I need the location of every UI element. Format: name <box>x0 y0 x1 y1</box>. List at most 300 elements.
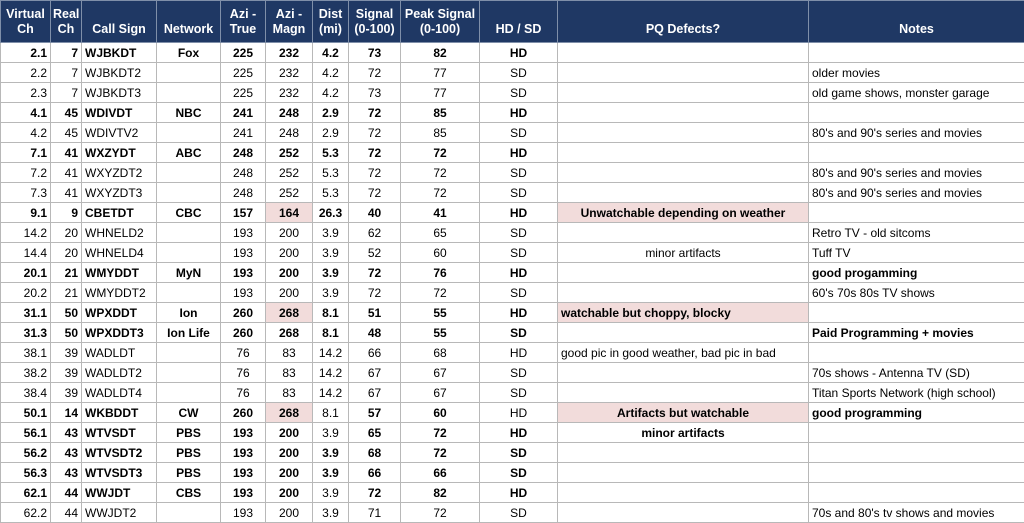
cell-notes <box>809 203 1024 223</box>
cell-peak-signal: 85 <box>401 103 480 123</box>
cell-hd-sd: SD <box>480 223 558 243</box>
cell-notes <box>809 423 1024 443</box>
cell-virtual-ch: 9.1 <box>1 203 51 223</box>
cell-real-ch: 41 <box>51 143 82 163</box>
cell-dist: 8.1 <box>313 403 349 423</box>
cell-virtual-ch: 38.4 <box>1 383 51 403</box>
table-row <box>1 303 1024 323</box>
table-row <box>1 423 1024 443</box>
cell-virtual-ch: 4.2 <box>1 123 51 143</box>
cell-pq-defects: Artifacts but watchable <box>558 403 809 423</box>
cell-azi-true: 76 <box>221 383 266 403</box>
cell-hd-sd: SD <box>480 363 558 383</box>
cell-notes <box>809 143 1024 163</box>
cell-dist: 14.2 <box>313 343 349 363</box>
cell-signal: 62 <box>349 223 401 243</box>
cell-dist: 3.9 <box>313 283 349 303</box>
cell-virtual-ch: 7.3 <box>1 183 51 203</box>
col-header-azi-magn: Azi - Magn <box>266 1 313 43</box>
cell-hd-sd: HD <box>480 403 558 423</box>
cell-virtual-ch: 31.3 <box>1 323 51 343</box>
table-row <box>1 503 1024 523</box>
cell-signal: 66 <box>349 343 401 363</box>
cell-notes <box>809 303 1024 323</box>
cell-call-sign: WDIVTV2 <box>82 123 157 143</box>
cell-azi-magn: 83 <box>266 363 313 383</box>
cell-peak-signal: 72 <box>401 163 480 183</box>
cell-azi-magn: 200 <box>266 423 313 443</box>
table-row <box>1 43 1024 63</box>
cell-network: NBC <box>157 103 221 123</box>
cell-hd-sd: SD <box>480 443 558 463</box>
cell-peak-signal: 67 <box>401 383 480 403</box>
col-header-dist: Dist (mi) <box>313 1 349 43</box>
cell-signal: 65 <box>349 423 401 443</box>
cell-signal: 72 <box>349 103 401 123</box>
cell-call-sign: WXYZDT3 <box>82 183 157 203</box>
cell-pq-defects <box>558 123 809 143</box>
cell-pq-defects <box>558 63 809 83</box>
cell-real-ch: 44 <box>51 483 82 503</box>
cell-virtual-ch: 20.2 <box>1 283 51 303</box>
cell-azi-true: 241 <box>221 103 266 123</box>
cell-network <box>157 383 221 403</box>
cell-hd-sd: SD <box>480 283 558 303</box>
cell-dist: 8.1 <box>313 323 349 343</box>
cell-peak-signal: 72 <box>401 143 480 163</box>
cell-virtual-ch: 56.2 <box>1 443 51 463</box>
table-row <box>1 243 1024 263</box>
cell-signal: 72 <box>349 483 401 503</box>
cell-network <box>157 223 221 243</box>
cell-azi-true: 193 <box>221 503 266 523</box>
cell-azi-magn: 200 <box>266 263 313 283</box>
cell-peak-signal: 65 <box>401 223 480 243</box>
cell-virtual-ch: 56.3 <box>1 463 51 483</box>
cell-azi-true: 248 <box>221 143 266 163</box>
cell-virtual-ch: 50.1 <box>1 403 51 423</box>
cell-azi-magn: 248 <box>266 123 313 143</box>
cell-network: ABC <box>157 143 221 163</box>
cell-pq-defects: minor artifacts <box>558 243 809 263</box>
cell-signal: 72 <box>349 63 401 83</box>
cell-azi-true: 193 <box>221 283 266 303</box>
cell-pq-defects <box>558 503 809 523</box>
cell-pq-defects <box>558 283 809 303</box>
cell-virtual-ch: 2.3 <box>1 83 51 103</box>
cell-signal: 40 <box>349 203 401 223</box>
header-row <box>1 1 1024 43</box>
cell-pq-defects: minor artifacts <box>558 423 809 443</box>
cell-network <box>157 63 221 83</box>
cell-peak-signal: 67 <box>401 363 480 383</box>
cell-pq-defects <box>558 443 809 463</box>
cell-peak-signal: 60 <box>401 403 480 423</box>
cell-azi-magn: 232 <box>266 63 313 83</box>
cell-azi-true: 260 <box>221 403 266 423</box>
cell-signal: 57 <box>349 403 401 423</box>
col-header-peak-signal: Peak Signal (0-100) <box>401 1 480 43</box>
cell-notes: 70s and 80's tv shows and movies <box>809 503 1024 523</box>
cell-network: PBS <box>157 463 221 483</box>
cell-pq-defects: watchable but choppy, blocky <box>558 303 809 323</box>
table-row <box>1 143 1024 163</box>
cell-real-ch: 7 <box>51 83 82 103</box>
cell-dist: 5.3 <box>313 163 349 183</box>
cell-notes: good progamming <box>809 263 1024 283</box>
cell-peak-signal: 41 <box>401 203 480 223</box>
cell-azi-magn: 200 <box>266 243 313 263</box>
cell-pq-defects <box>558 143 809 163</box>
table-row <box>1 383 1024 403</box>
cell-dist: 3.9 <box>313 223 349 243</box>
cell-call-sign: CBETDT <box>82 203 157 223</box>
cell-virtual-ch: 62.1 <box>1 483 51 503</box>
cell-hd-sd: SD <box>480 383 558 403</box>
cell-signal: 73 <box>349 43 401 63</box>
cell-azi-true: 193 <box>221 223 266 243</box>
cell-peak-signal: 55 <box>401 323 480 343</box>
table-row <box>1 63 1024 83</box>
col-header-signal: Signal (0-100) <box>349 1 401 43</box>
cell-call-sign: WTVSDT2 <box>82 443 157 463</box>
cell-peak-signal: 82 <box>401 483 480 503</box>
cell-azi-true: 76 <box>221 363 266 383</box>
cell-real-ch: 43 <box>51 423 82 443</box>
cell-call-sign: WXZYDT <box>82 143 157 163</box>
cell-peak-signal: 72 <box>401 183 480 203</box>
cell-real-ch: 20 <box>51 243 82 263</box>
cell-azi-true: 193 <box>221 463 266 483</box>
cell-virtual-ch: 4.1 <box>1 103 51 123</box>
cell-virtual-ch: 20.1 <box>1 263 51 283</box>
cell-signal: 72 <box>349 183 401 203</box>
cell-network: CBC <box>157 203 221 223</box>
cell-dist: 4.2 <box>313 63 349 83</box>
cell-hd-sd: HD <box>480 143 558 163</box>
cell-notes: Retro TV - old sitcoms <box>809 223 1024 243</box>
cell-signal: 72 <box>349 143 401 163</box>
cell-azi-magn: 200 <box>266 283 313 303</box>
cell-azi-true: 260 <box>221 303 266 323</box>
cell-real-ch: 45 <box>51 123 82 143</box>
table-row <box>1 483 1024 503</box>
cell-pq-defects: good pic in good weather, bad pic in bad <box>558 343 809 363</box>
cell-signal: 72 <box>349 163 401 183</box>
table-row <box>1 223 1024 243</box>
cell-azi-magn: 248 <box>266 103 313 123</box>
cell-real-ch: 21 <box>51 283 82 303</box>
cell-azi-magn: 268 <box>266 323 313 343</box>
cell-network: CBS <box>157 483 221 503</box>
cell-azi-magn: 200 <box>266 443 313 463</box>
cell-hd-sd: SD <box>480 243 558 263</box>
cell-network: Ion Life <box>157 323 221 343</box>
col-header-real-ch: Real Ch <box>51 1 82 43</box>
col-header-azi-true: Azi - True <box>221 1 266 43</box>
cell-network <box>157 123 221 143</box>
cell-notes <box>809 43 1024 63</box>
cell-dist: 3.9 <box>313 423 349 443</box>
col-header-network: Network <box>157 1 221 43</box>
cell-azi-true: 76 <box>221 343 266 363</box>
table-row <box>1 443 1024 463</box>
cell-peak-signal: 60 <box>401 243 480 263</box>
table-row <box>1 283 1024 303</box>
col-header-call-sign: Call Sign <box>82 1 157 43</box>
cell-signal: 66 <box>349 463 401 483</box>
cell-real-ch: 44 <box>51 503 82 523</box>
cell-call-sign: WWJDT <box>82 483 157 503</box>
cell-signal: 52 <box>349 243 401 263</box>
cell-dist: 4.2 <box>313 43 349 63</box>
cell-pq-defects <box>558 483 809 503</box>
cell-virtual-ch: 31.1 <box>1 303 51 323</box>
cell-signal: 72 <box>349 283 401 303</box>
cell-notes: 60's 70s 80s TV shows <box>809 283 1024 303</box>
cell-notes: 80's and 90's series and movies <box>809 163 1024 183</box>
cell-call-sign: WADLDT4 <box>82 383 157 403</box>
cell-hd-sd: SD <box>480 163 558 183</box>
cell-azi-true: 225 <box>221 83 266 103</box>
cell-network: Fox <box>157 43 221 63</box>
cell-pq-defects <box>558 463 809 483</box>
cell-call-sign: WXYZDT2 <box>82 163 157 183</box>
cell-real-ch: 39 <box>51 363 82 383</box>
cell-virtual-ch: 38.1 <box>1 343 51 363</box>
cell-network <box>157 343 221 363</box>
cell-hd-sd: HD <box>480 203 558 223</box>
cell-peak-signal: 82 <box>401 43 480 63</box>
cell-signal: 73 <box>349 83 401 103</box>
cell-azi-true: 260 <box>221 323 266 343</box>
cell-dist: 3.9 <box>313 483 349 503</box>
table-row <box>1 363 1024 383</box>
cell-notes: 70s shows - Antenna TV (SD) <box>809 363 1024 383</box>
cell-peak-signal: 72 <box>401 423 480 443</box>
cell-peak-signal: 72 <box>401 503 480 523</box>
cell-azi-true: 225 <box>221 43 266 63</box>
cell-peak-signal: 68 <box>401 343 480 363</box>
cell-dist: 2.9 <box>313 103 349 123</box>
cell-dist: 3.9 <box>313 503 349 523</box>
cell-hd-sd: SD <box>480 183 558 203</box>
cell-call-sign: WPXDDT <box>82 303 157 323</box>
table-body <box>1 43 1024 523</box>
cell-notes <box>809 103 1024 123</box>
cell-signal: 67 <box>349 383 401 403</box>
cell-virtual-ch: 14.2 <box>1 223 51 243</box>
cell-hd-sd: SD <box>480 83 558 103</box>
table-row <box>1 163 1024 183</box>
cell-signal: 72 <box>349 263 401 283</box>
cell-call-sign: WTVSDT <box>82 423 157 443</box>
cell-hd-sd: HD <box>480 103 558 123</box>
cell-hd-sd: HD <box>480 423 558 443</box>
table-row <box>1 203 1024 223</box>
cell-peak-signal: 72 <box>401 283 480 303</box>
cell-network: Ion <box>157 303 221 323</box>
cell-dist: 3.9 <box>313 463 349 483</box>
cell-real-ch: 43 <box>51 463 82 483</box>
cell-azi-magn: 268 <box>266 303 313 323</box>
cell-azi-true: 248 <box>221 163 266 183</box>
cell-call-sign: WKBDDT <box>82 403 157 423</box>
cell-network <box>157 243 221 263</box>
cell-peak-signal: 66 <box>401 463 480 483</box>
cell-call-sign: WTVSDT3 <box>82 463 157 483</box>
cell-azi-true: 157 <box>221 203 266 223</box>
table-row <box>1 83 1024 103</box>
cell-call-sign: WJBKDT3 <box>82 83 157 103</box>
cell-dist: 3.9 <box>313 443 349 463</box>
cell-azi-true: 241 <box>221 123 266 143</box>
cell-pq-defects <box>558 223 809 243</box>
table-row <box>1 323 1024 343</box>
cell-pq-defects <box>558 183 809 203</box>
cell-hd-sd: SD <box>480 463 558 483</box>
cell-hd-sd: SD <box>480 63 558 83</box>
cell-network: MyN <box>157 263 221 283</box>
cell-signal: 72 <box>349 123 401 143</box>
cell-azi-true: 193 <box>221 423 266 443</box>
col-header-pq-defects: PQ Defects? <box>558 1 809 43</box>
cell-signal: 71 <box>349 503 401 523</box>
cell-real-ch: 9 <box>51 203 82 223</box>
cell-dist: 4.2 <box>313 83 349 103</box>
cell-azi-true: 248 <box>221 183 266 203</box>
cell-call-sign: WDIVDT <box>82 103 157 123</box>
cell-pq-defects <box>558 363 809 383</box>
table-row <box>1 263 1024 283</box>
cell-azi-magn: 252 <box>266 143 313 163</box>
cell-pq-defects <box>558 83 809 103</box>
cell-dist: 5.3 <box>313 183 349 203</box>
cell-azi-true: 193 <box>221 263 266 283</box>
cell-notes: 80's and 90's series and movies <box>809 123 1024 143</box>
cell-call-sign: WADLDT <box>82 343 157 363</box>
cell-notes: Paid Programming + movies <box>809 323 1024 343</box>
cell-hd-sd: HD <box>480 43 558 63</box>
cell-azi-true: 193 <box>221 243 266 263</box>
cell-virtual-ch: 2.1 <box>1 43 51 63</box>
cell-call-sign: WWJDT2 <box>82 503 157 523</box>
cell-azi-magn: 268 <box>266 403 313 423</box>
cell-real-ch: 21 <box>51 263 82 283</box>
cell-real-ch: 39 <box>51 383 82 403</box>
cell-notes <box>809 443 1024 463</box>
cell-hd-sd: SD <box>480 323 558 343</box>
cell-dist: 14.2 <box>313 383 349 403</box>
cell-hd-sd: HD <box>480 483 558 503</box>
cell-notes <box>809 483 1024 503</box>
cell-call-sign: WHNELD2 <box>82 223 157 243</box>
cell-azi-magn: 252 <box>266 183 313 203</box>
cell-notes <box>809 463 1024 483</box>
col-header-notes: Notes <box>809 1 1024 43</box>
cell-hd-sd: SD <box>480 503 558 523</box>
cell-real-ch: 14 <box>51 403 82 423</box>
table-row <box>1 183 1024 203</box>
cell-network <box>157 83 221 103</box>
table-row <box>1 123 1024 143</box>
cell-pq-defects <box>558 103 809 123</box>
cell-peak-signal: 76 <box>401 263 480 283</box>
table-row <box>1 463 1024 483</box>
cell-azi-magn: 200 <box>266 503 313 523</box>
cell-hd-sd: SD <box>480 123 558 143</box>
cell-real-ch: 43 <box>51 443 82 463</box>
cell-real-ch: 50 <box>51 323 82 343</box>
cell-real-ch: 7 <box>51 43 82 63</box>
cell-dist: 3.9 <box>313 243 349 263</box>
cell-peak-signal: 72 <box>401 443 480 463</box>
cell-dist: 2.9 <box>313 123 349 143</box>
cell-call-sign: WPXDDT3 <box>82 323 157 343</box>
cell-azi-magn: 83 <box>266 343 313 363</box>
cell-azi-true: 225 <box>221 63 266 83</box>
cell-call-sign: WJBKDT <box>82 43 157 63</box>
cell-dist: 3.9 <box>313 263 349 283</box>
cell-notes <box>809 343 1024 363</box>
cell-virtual-ch: 56.1 <box>1 423 51 443</box>
cell-azi-magn: 200 <box>266 223 313 243</box>
cell-network <box>157 283 221 303</box>
col-header-virtual-ch: Virtual Ch <box>1 1 51 43</box>
cell-notes: good programming <box>809 403 1024 423</box>
cell-network <box>157 363 221 383</box>
cell-azi-magn: 232 <box>266 83 313 103</box>
cell-real-ch: 7 <box>51 63 82 83</box>
cell-notes: Titan Sports Network (high school) <box>809 383 1024 403</box>
cell-real-ch: 45 <box>51 103 82 123</box>
col-header-hd-sd: HD / SD <box>480 1 558 43</box>
cell-call-sign: WHNELD4 <box>82 243 157 263</box>
cell-dist: 26.3 <box>313 203 349 223</box>
cell-virtual-ch: 62.2 <box>1 503 51 523</box>
cell-dist: 5.3 <box>313 143 349 163</box>
cell-azi-magn: 83 <box>266 383 313 403</box>
cell-pq-defects <box>558 323 809 343</box>
cell-virtual-ch: 38.2 <box>1 363 51 383</box>
cell-signal: 67 <box>349 363 401 383</box>
cell-hd-sd: HD <box>480 303 558 323</box>
cell-network <box>157 183 221 203</box>
cell-azi-magn: 164 <box>266 203 313 223</box>
cell-dist: 8.1 <box>313 303 349 323</box>
cell-pq-defects <box>558 43 809 63</box>
cell-signal: 68 <box>349 443 401 463</box>
cell-network: PBS <box>157 423 221 443</box>
cell-real-ch: 39 <box>51 343 82 363</box>
cell-notes: 80's and 90's series and movies <box>809 183 1024 203</box>
cell-call-sign: WMYDDT2 <box>82 283 157 303</box>
cell-virtual-ch: 2.2 <box>1 63 51 83</box>
cell-virtual-ch: 7.1 <box>1 143 51 163</box>
cell-real-ch: 41 <box>51 183 82 203</box>
cell-pq-defects: Unwatchable depending on weather <box>558 203 809 223</box>
cell-notes: old game shows, monster garage <box>809 83 1024 103</box>
table-row <box>1 403 1024 423</box>
cell-pq-defects <box>558 383 809 403</box>
cell-signal: 48 <box>349 323 401 343</box>
cell-real-ch: 50 <box>51 303 82 323</box>
cell-dist: 14.2 <box>313 363 349 383</box>
cell-network: CW <box>157 403 221 423</box>
cell-azi-magn: 252 <box>266 163 313 183</box>
cell-hd-sd: HD <box>480 263 558 283</box>
cell-virtual-ch: 7.2 <box>1 163 51 183</box>
